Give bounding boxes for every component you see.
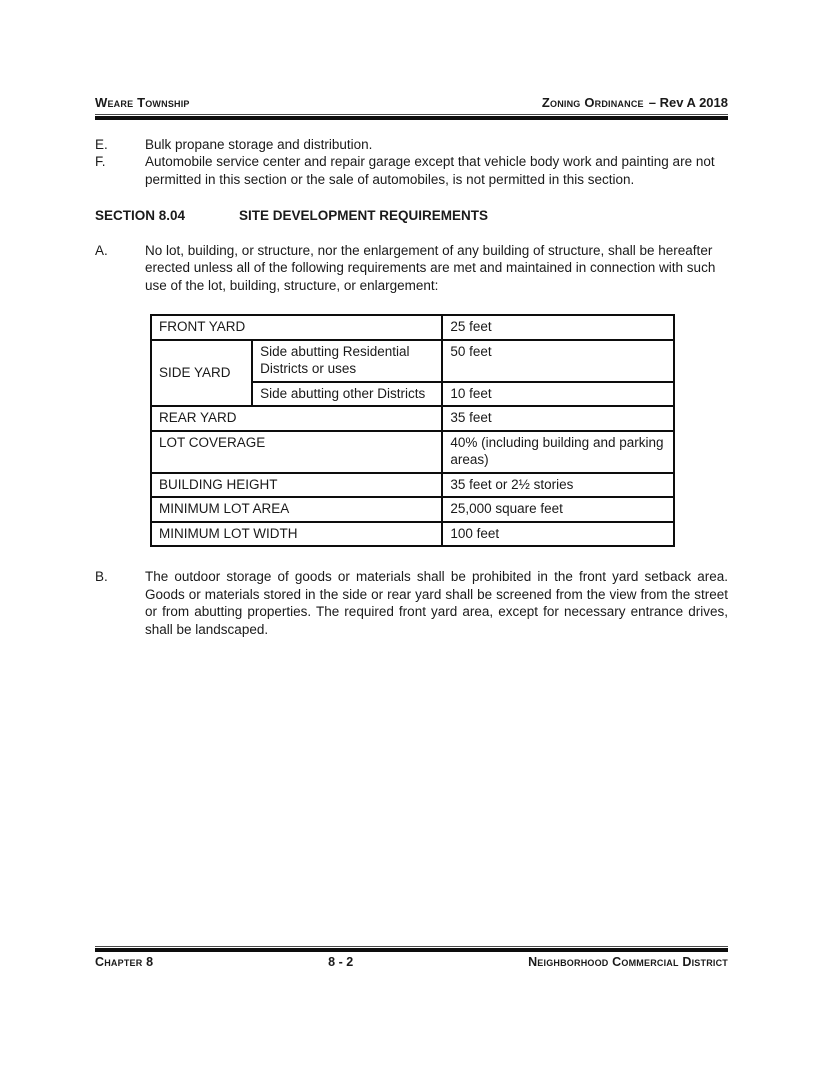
row-label: BUILDING HEIGHT xyxy=(151,473,442,498)
section-title: SITE DEVELOPMENT REQUIREMENTS xyxy=(239,208,489,223)
footer-district: Neighborhood Commercial District xyxy=(528,955,728,969)
header-row xyxy=(95,94,728,112)
page-header xyxy=(95,94,728,120)
footer-rule xyxy=(95,946,728,952)
section-heading xyxy=(95,207,728,225)
item-letter: E. xyxy=(95,136,108,152)
row-value: 35 feet or 2½ stories xyxy=(442,473,674,498)
paragraph-a xyxy=(95,242,728,295)
row-label: REAR YARD xyxy=(151,406,442,431)
header-right-revision: – Rev A 2018 xyxy=(648,95,728,110)
table-row-rear-yard xyxy=(151,406,674,431)
row-sublabel: Side abutting Residential Districts or uses xyxy=(252,340,442,382)
header-rule xyxy=(95,114,728,120)
row-label: MINIMUM LOT WIDTH xyxy=(151,522,442,547)
item-text: Automobile service center and repair garage except that vehicle body work and painting are not permitted in this section or the sale of automobiles, is not permitted in this section. xyxy=(145,154,715,187)
row-label: SIDE YARD xyxy=(151,340,252,407)
row-value: 25,000 square feet xyxy=(442,497,674,522)
paragraph-letter: A. xyxy=(95,242,108,258)
footer-chapter: Chapter 8 xyxy=(95,955,154,969)
header-right-ordinance: Zoning Ordinance xyxy=(541,95,644,110)
row-value: 100 feet xyxy=(442,522,674,547)
table-row-minimum-lot-width xyxy=(151,522,674,547)
row-value: 50 feet xyxy=(442,340,674,382)
paragraph-text: The outdoor storage of goods or materials shall be prohibited in the front yard setback area. Goods or materials stored in the side or rear yard shall be screened from the view from the street or from abutting properties. The required front yard area, except for necessary entrance drives, shall be landscaped. xyxy=(145,569,728,637)
paragraph-text: No lot, building, or structure, nor the enlargement of any building of structure, shall be hereafter erected unless all of the following requirements are met and maintained in connection with such use of the lot, building, structure, or enlargement: xyxy=(145,242,716,293)
page-footer xyxy=(95,944,728,972)
item-letter: F. xyxy=(95,154,106,169)
row-sublabel: Side abutting other Districts xyxy=(252,382,442,407)
paragraph-b xyxy=(95,568,728,638)
row-label: MINIMUM LOT AREA xyxy=(151,497,442,522)
paragraph-letter: B. xyxy=(95,569,108,584)
footer-row xyxy=(95,954,728,972)
item-text: Bulk propane storage and distribution. xyxy=(145,136,373,152)
list-item-e xyxy=(95,136,728,154)
list-item-f xyxy=(95,153,728,188)
row-value: 10 feet xyxy=(442,382,674,407)
table-row-lot-coverage xyxy=(151,431,674,473)
row-value: 25 feet xyxy=(442,315,674,340)
header-right-title xyxy=(542,94,728,112)
row-value: 35 feet xyxy=(442,406,674,431)
table-row-building-height xyxy=(151,473,674,498)
table-row-minimum-lot-area xyxy=(151,497,674,522)
site-requirements-table xyxy=(150,314,675,547)
header-left-title: Weare Township xyxy=(95,95,190,110)
row-value: 40% (including building and parking areas) xyxy=(442,431,674,473)
row-label: FRONT YARD xyxy=(151,315,442,340)
section-number: SECTION 8.04 xyxy=(95,208,186,223)
table-row-side-yard-residential xyxy=(151,340,674,382)
row-label: LOT COVERAGE xyxy=(151,431,442,473)
table-row-front-yard xyxy=(151,315,674,340)
footer-page-number: 8 - 2 xyxy=(328,955,354,969)
